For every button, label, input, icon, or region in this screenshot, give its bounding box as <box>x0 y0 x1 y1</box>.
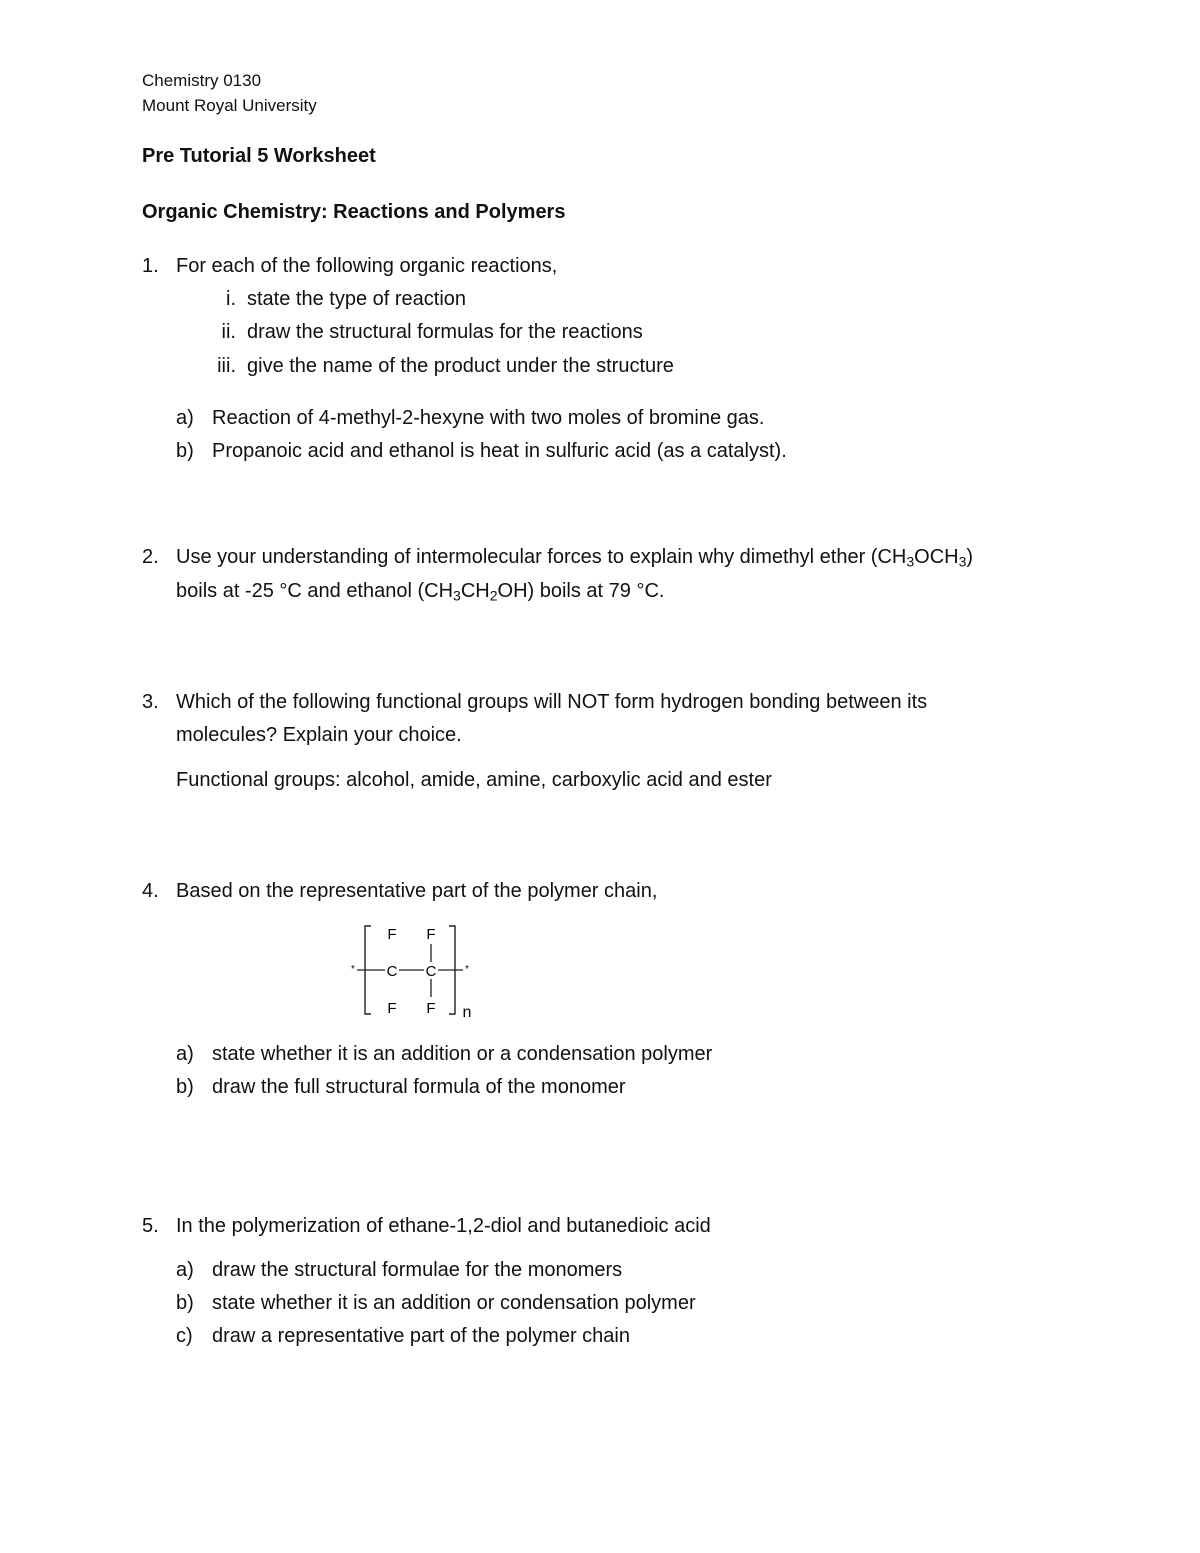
atom-c-right: C <box>425 963 437 980</box>
question-number: 5. <box>142 1215 159 1237</box>
part-marker: b) <box>176 440 194 462</box>
part-marker: b) <box>176 1292 194 1314</box>
chain-end-right: * <box>465 964 469 975</box>
course-name: Chemistry 0130 <box>142 71 262 90</box>
part-marker: a) <box>176 407 194 429</box>
worksheet-title: Pre Tutorial 5 Worksheet <box>142 145 376 167</box>
question-number: 1. <box>142 255 159 277</box>
part-item: Reaction of 4-methyl-2-hexyne with two moles of bromine gas. <box>212 407 765 429</box>
atom-c-left: C <box>386 963 398 980</box>
question-number: 4. <box>142 880 159 902</box>
question-text-line-1: Use your understanding of intermolecular forces to explain why dimethyl ether $(CH_3OCH_3)$ <box>176 546 974 570</box>
instruction-item: state the type of reaction <box>247 288 467 310</box>
part-marker: a) <box>176 1043 194 1065</box>
atom-f-top-right: F <box>426 926 436 943</box>
instruction-marker: i. <box>226 288 236 310</box>
part-item: draw the structural formulae for the monomers <box>212 1259 623 1281</box>
part-item: draw the full structural formula of the monomer <box>212 1076 626 1098</box>
question-text-line-1: Which of the following functional groups will NOT form hydrogen bonding between its <box>176 691 928 713</box>
chain-end-left: * <box>351 964 355 975</box>
worksheet-subtitle: Organic Chemistry: Reactions and Polymers <box>142 201 566 223</box>
part-item: draw a representative part of the polymer chain <box>212 1325 630 1347</box>
question-text: For each of the following organic reactions, <box>176 255 558 277</box>
ptfe-structure-diagram <box>345 918 485 1024</box>
part-item: state whether it is an addition or condensation polymer <box>212 1292 696 1314</box>
part-marker: c) <box>176 1325 193 1347</box>
atom-f-top-left: F <box>387 926 397 943</box>
question-number: 2. <box>142 546 159 568</box>
question-text: Based on the representative part of the polymer chain, <box>176 880 658 902</box>
instruction-item: give the name of the product under the structure <box>247 355 674 377</box>
instruction-marker: ii. <box>221 321 236 343</box>
question-text-line-2: boils at -25 °C and ethanol $(CH_3CH_2OH)$ boils at 79 °C. <box>176 580 665 604</box>
functional-groups-list: Functional groups: alcohol, amide, amine, carboxylic acid and ester <box>176 769 772 791</box>
part-marker: a) <box>176 1259 194 1281</box>
instruction-item: draw the structural formulas for the reactions <box>247 321 643 343</box>
part-marker: b) <box>176 1076 194 1098</box>
atom-f-bottom-right: F <box>426 1000 436 1017</box>
university-name: Mount Royal University <box>142 96 317 115</box>
part-item: Propanoic acid and ethanol is heat in sulfuric acid (as a catalyst). <box>212 440 787 462</box>
question-number: 3. <box>142 691 159 713</box>
atom-f-bottom-left: F <box>387 1000 397 1017</box>
question-text: In the polymerization of ethane-1,2-diol and butanedioic acid <box>176 1215 711 1237</box>
instruction-marker: iii. <box>217 355 236 377</box>
question-text-line-2: molecules? Explain your choice. <box>176 724 462 746</box>
repeat-unit-n: n <box>462 1004 472 1021</box>
part-item: state whether it is an addition or a condensation polymer <box>212 1043 713 1065</box>
